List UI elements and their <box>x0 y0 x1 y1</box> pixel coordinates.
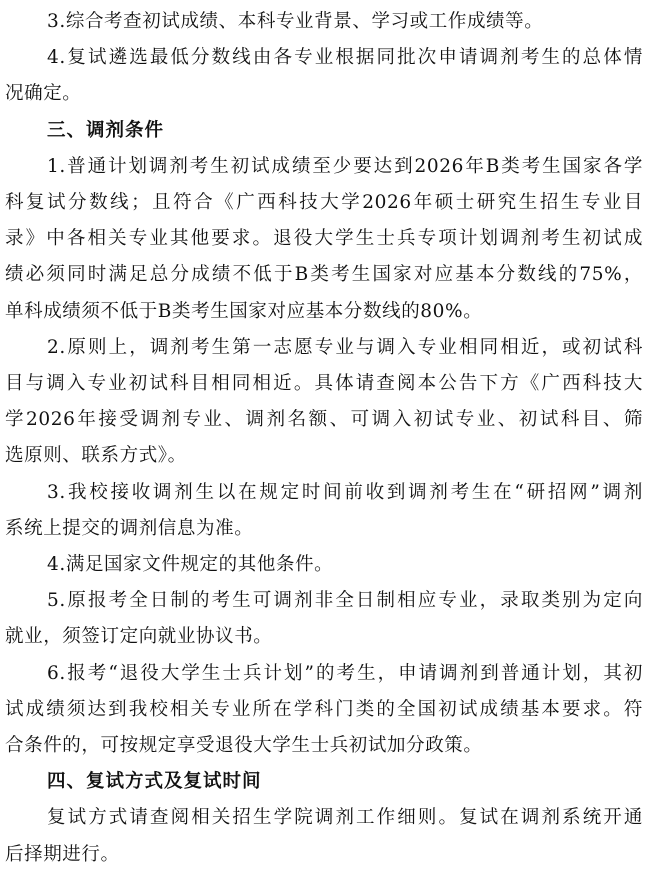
text-line: 况确定。 <box>5 83 82 105</box>
text-line: 5.原报考全日制的考生可调剂非全日制相应专业，录取类别为定向 <box>47 590 643 612</box>
text-line: 目与调入专业初试科目相同相近。具体请查阅本公告下方《广西科技大 <box>5 373 643 394</box>
text-line: 2.原则上，调剂考生第一志愿专业与调入专业相同相近，或初试科 <box>47 336 643 358</box>
text-line: 4.复试遴选最低分数线由各专业根据同批次申请调剂考生的总体情 <box>47 47 643 69</box>
text-line: 6.报考“退役大学生士兵计划”的考生，申请调剂到普通计划，其初 <box>47 662 643 684</box>
text-line: 科复试分数线；且符合《广西科技大学2026年硕士研究生招生专业目 <box>5 192 643 213</box>
text-line: 学2026年接受调剂专业、调剂名额、可调入初试专业、初试科目、筛 <box>5 409 643 431</box>
text-line: 就业，须签订定向就业协议书。 <box>5 626 273 648</box>
text-line: 选原则、联系方式》。 <box>5 445 187 467</box>
text-line: 试成绩须达到我校相关专业所在学科门类的全国初试成绩基本要求。符 <box>5 698 643 720</box>
text-line: 系统上提交的调剂信息为准。 <box>5 517 254 539</box>
text-line: 后择期进行。 <box>5 843 120 865</box>
text-line: 录》中各相关专业其他要求。退役大学生士兵专项计划调剂考生初试成 <box>5 228 643 250</box>
section-heading: 四、复试方式及复试时间 <box>47 771 262 793</box>
section-heading: 三、调剂条件 <box>47 119 165 141</box>
text-line: 合条件的，可按规定享受退役大学生士兵初试加分政策。 <box>5 735 483 756</box>
text-line: 3.我校接收调剂生以在规定时间前收到调剂考生在“研招网”调剂 <box>47 481 643 503</box>
text-line: 3.综合考查初试成绩、本科专业背景、学习或工作成绩等。 <box>47 11 544 32</box>
text-line: 绩必须同时满足总分成绩不低于B类考生国家对应基本分数线的75%， <box>5 264 643 286</box>
text-line: 1.普通计划调剂考生初试成绩至少要达到2026年B类考生国家各学 <box>47 155 643 177</box>
text-line: 复试方式请查阅相关招生学院调剂工作细则。复试在调剂系统开通 <box>47 807 643 829</box>
text-line: 4.满足国家文件规定的其他条件。 <box>47 554 334 575</box>
text-line: 单科成绩须不低于B类考生国家对应基本分数线的80%。 <box>5 300 483 322</box>
